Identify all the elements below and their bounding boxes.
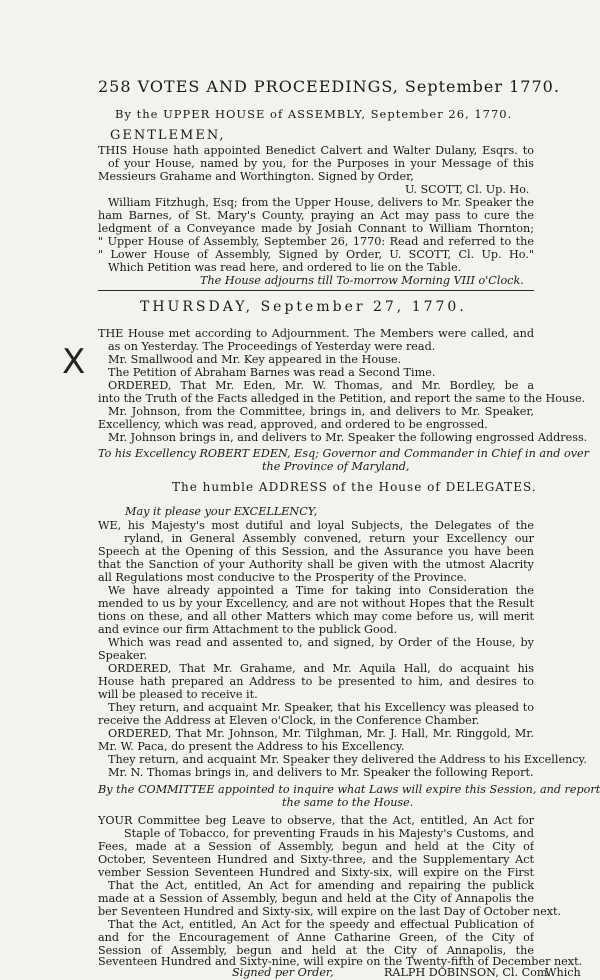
text-line: ORDERED, That Mr. Eden, Mr. W. Thomas, and Mr. Bordley, be a bbox=[108, 379, 534, 392]
text-line: will be pleased to receive it. bbox=[98, 688, 258, 701]
address-recipient: To his Excellency ROBERT EDEN, Esq; Governor and Commander in Chief in and over bbox=[98, 447, 589, 460]
text-line: The Petition of Abraham Barnes was read a Second Time. bbox=[108, 366, 436, 379]
running-head: 258 VOTES AND PROCEEDINGS, September 1770. bbox=[98, 77, 560, 96]
text-line: THIS House hath appointed Benedict Calvert and Walter Dulany, Esqrs. to bbox=[98, 144, 534, 157]
text-line: Speech at the Opening of this Session, and the Assurance you have been bbox=[98, 545, 534, 558]
text-line: That the Act, entitled, An Act for amending and repairing the publick bbox=[108, 879, 534, 892]
text-line: Which was read and assented to, and signed, by Order of the House, by bbox=[108, 636, 534, 649]
committee-title: By the COMMITTEE appointed to inquire what Laws will expire this Session, and report bbox=[98, 783, 600, 796]
text-line: William Fitzhugh, Esq; from the Upper House, delivers to Mr. Speaker the bbox=[108, 196, 534, 209]
address-salutation: May it please your EXCELLENCY, bbox=[125, 505, 318, 518]
text-line: Speaker. bbox=[98, 649, 148, 662]
committee-title-cont: the same to the House. bbox=[282, 796, 414, 809]
text-line: October, Seventeen Hundred and Sixty-three, and the Supplementary Act bbox=[98, 853, 534, 866]
text-line: mended to us by your Excellency, and are not without Hopes that the Result bbox=[98, 597, 534, 610]
text-line: and evince our firm Attachment to the publick Good. bbox=[98, 623, 398, 636]
text-line: Seventeen Hundred and Sixty-nine, will expire on the Twenty-fifth of December next. bbox=[98, 955, 583, 968]
text-line: Mr. Johnson brings in, and delivers to Mr. Speaker the following engrossed Address. bbox=[108, 431, 588, 444]
text-line: of your House, named by you, for the Purposes in your Message of this bbox=[108, 157, 534, 170]
text-line: House hath prepared an Address to be presented to him, and desires to bbox=[98, 675, 534, 688]
text-line: into the Truth of the Facts alledged in the Petition, and report the same to the House. bbox=[98, 392, 586, 405]
text-line: Mr. N. Thomas brings in, and delivers to Mr. Speaker the following Report. bbox=[108, 766, 534, 779]
text-line: Session of Assembly, begun and held at the City of Annapolis, the bbox=[98, 944, 534, 957]
text-line: THE House met according to Adjournment. The Members were called, and bbox=[98, 327, 534, 340]
text-line: Mr. Smallwood and Mr. Key appeared in the House. bbox=[108, 353, 402, 366]
committee-clerk: RALPH DOBINSON, Cl. Com. bbox=[384, 966, 552, 979]
text-line: ORDERED, That Mr. Grahame, and Mr. Aquila Hall, do acquaint his bbox=[108, 662, 534, 675]
day-heading: THURSDAY, September 27, 1770. bbox=[140, 299, 467, 315]
text-line: They return, and acquaint Mr. Speaker, that his Excellency was pleased to bbox=[108, 701, 534, 714]
text-line: that the Sanction of your Authority shall be given with the utmost Alacrity bbox=[98, 558, 534, 571]
section-rule bbox=[98, 290, 534, 291]
text-line: ham Barnes, of St. Mary's County, praying an Act may pass to cure the bbox=[98, 209, 534, 222]
address-recipient-cont: the Province of Maryland, bbox=[262, 460, 410, 473]
text-line: Fees, made at a Session of Assembly, begun and held at the City of bbox=[98, 840, 534, 853]
text-line: all Regulations most conducive to the Prosperity of the Province. bbox=[98, 571, 467, 584]
text-line: and for the Encouragement of Anne Catharine Green, of the City of bbox=[98, 931, 534, 944]
text-line: YOUR Committee beg Leave to observe, that the Act, entitled, An Act for bbox=[98, 814, 534, 827]
text-line: Staple of Tobacco, for preventing Frauds in his Majesty's Customs, and bbox=[124, 827, 534, 840]
salutation: GENTLEMEN, bbox=[110, 128, 226, 143]
text-line: ber Seventeen Hundred and Sixty-six, will expire on the last Day of October next. bbox=[98, 905, 562, 918]
text-line: That the Act, entitled, An Act for the speedy and effectual Publication of bbox=[108, 918, 534, 931]
upper-house-title: By the UPPER HOUSE of ASSEMBLY, September 26, 1770. bbox=[115, 107, 513, 121]
text-line: made at a Session of Assembly, begun and held at the City of Annapolis the bbox=[98, 892, 534, 905]
catchword: Which bbox=[545, 966, 581, 979]
text-line: Messieurs Grahame and Worthington. Signed by Order, bbox=[98, 170, 414, 183]
handwritten-mark: X bbox=[62, 342, 86, 382]
text-line: We have already appointed a Time for taking into Consideration the bbox=[108, 584, 534, 597]
text-line: ORDERED, That Mr. Johnson, Mr. Tilghman, Mr. J. Hall, Mr. Ringgold, Mr. bbox=[108, 727, 534, 740]
signed-per-order: Signed per Order, bbox=[232, 966, 334, 979]
text-line: ledgment of a Conveyance made by Josiah Connant to William Thornton; bbox=[98, 222, 534, 235]
text-line: receive the Address at Eleven o'Clock, in the Conference Chamber. bbox=[98, 714, 480, 727]
text-line: WE, his Majesty's most dutiful and loyal Subjects, the Delegates of the bbox=[98, 519, 534, 532]
text-line: Which Petition was read here, and ordered to lie on the Table. bbox=[108, 261, 462, 274]
text-line: " Upper House of Assembly, September 26, 1770: Read and referred to the bbox=[98, 235, 534, 248]
text-line: ryland, in General Assembly convened, return your Excellency our bbox=[124, 532, 534, 545]
text-line: Excellency, which was read, approved, and ordered to be engrossed. bbox=[98, 418, 488, 431]
text-line: U. SCOTT, Cl. Up. Ho. bbox=[405, 183, 530, 196]
text-line: They return, and acquaint Mr. Speaker they delivered the Address to his Excellency. bbox=[108, 753, 587, 766]
text-line: vember Session Seventeen Hundred and Sixty-six, will expire on the First bbox=[98, 866, 534, 879]
text-line: Mr. Johnson, from the Committee, brings in, and delivers to Mr. Speaker, bbox=[108, 405, 534, 418]
text-line: The House adjourns till To-morrow Morning VIII o'Clock. bbox=[200, 274, 524, 287]
text-line: Mr. W. Paca, do present the Address to his Excellency. bbox=[98, 740, 405, 753]
text-line: tions on these, and all other Matters which may come before us, will merit bbox=[98, 610, 534, 623]
address-heading: The humble ADDRESS of the House of DELEGATES. bbox=[172, 480, 537, 494]
text-line: " Lower House of Assembly, Signed by Order, U. SCOTT, Cl. Up. Ho." bbox=[98, 248, 534, 261]
text-line: as on Yesterday. The Proceedings of Yesterday were read. bbox=[108, 340, 436, 353]
